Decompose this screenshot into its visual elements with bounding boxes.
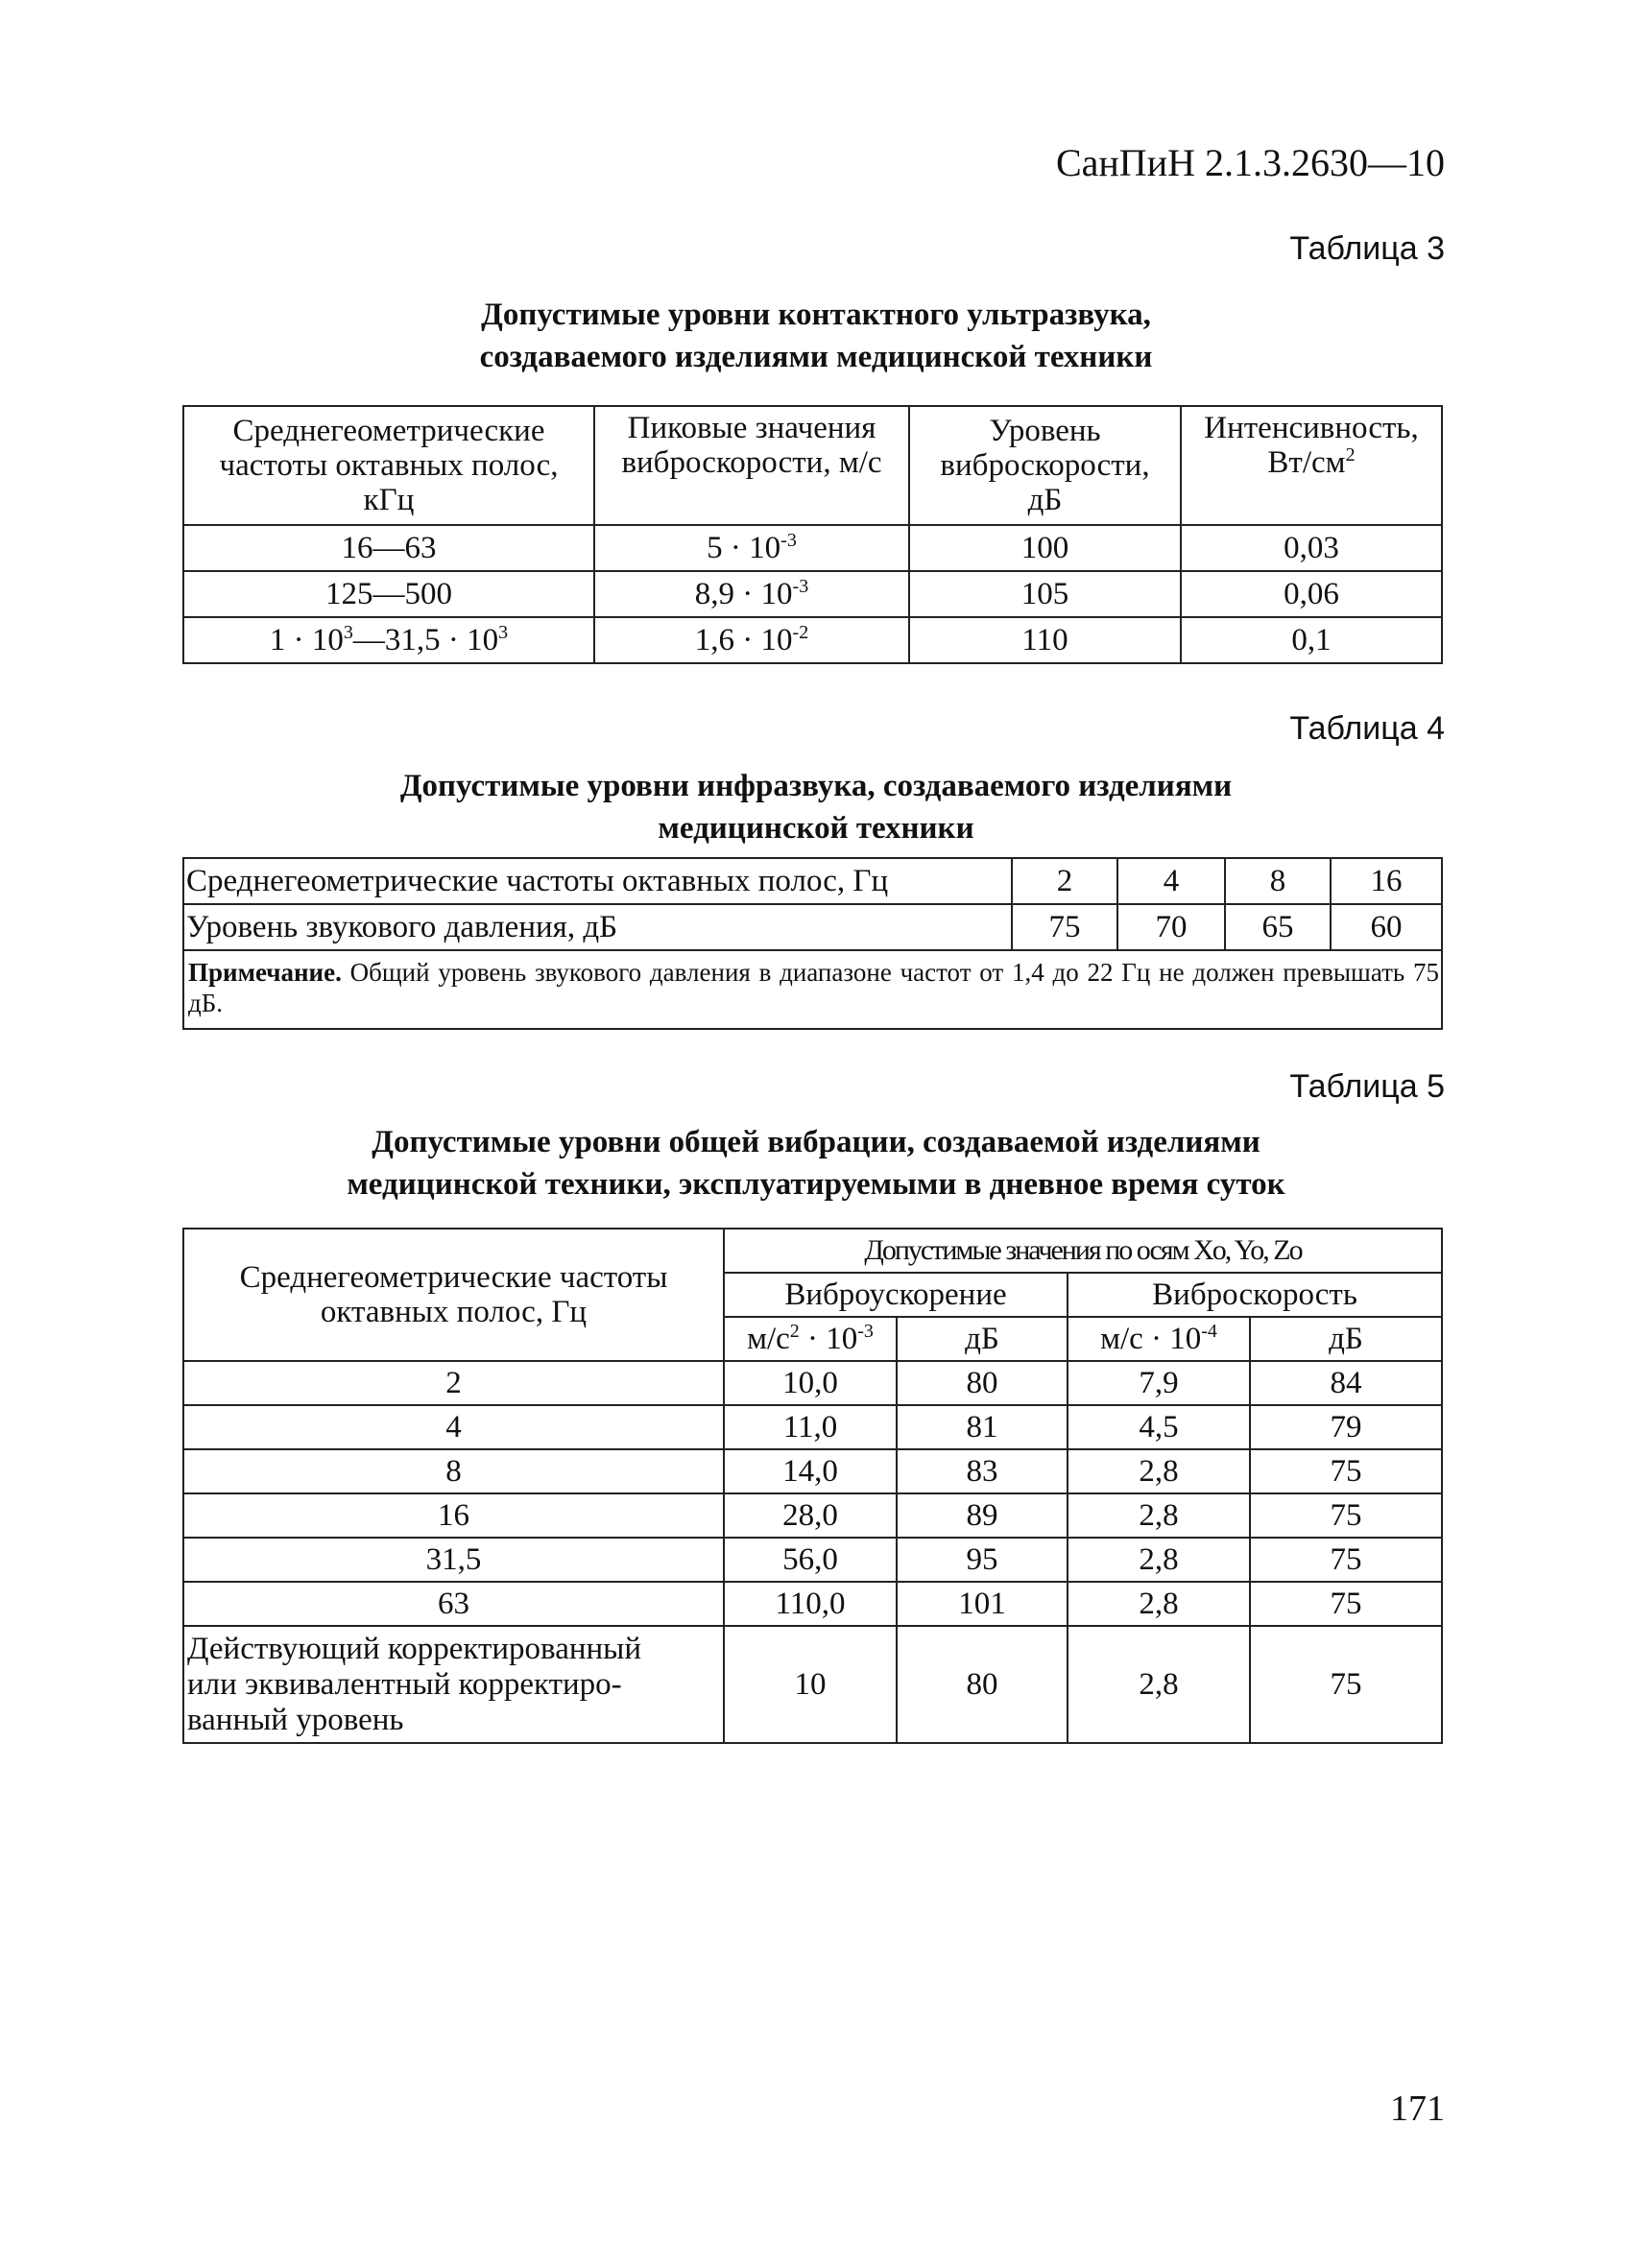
table3-number: Таблица 3 bbox=[1289, 230, 1445, 267]
table-row: 125—500 $8,9 \cdot 10^{-3}$ 105 0,06 bbox=[183, 571, 1442, 617]
table3-col-frequency: Среднегеометрические частоты октавных полос, кГц bbox=[183, 406, 594, 525]
table-row: 31,5 56,0 95 2,8 75 bbox=[183, 1538, 1442, 1582]
table-row: 16 28,0 89 2,8 75 bbox=[183, 1493, 1442, 1538]
table5-col-frequency: Среднегеометрические частоты октавных полос, Гц bbox=[183, 1229, 724, 1361]
table-row: Уровень звукового давления, дБ 75 70 65 60 bbox=[183, 904, 1442, 950]
table5-summary-row: Действующий корректированный или эквивалентный корректиро- ванный уровень 10 80 2,8 75 bbox=[183, 1626, 1442, 1743]
table5-number: Таблица 5 bbox=[1289, 1068, 1445, 1105]
table5-group-header: Допустимые значения по осям Xo, Yo, Zo bbox=[724, 1229, 1442, 1273]
table-row: $1 \cdot 10^3—31,5 \cdot 10^3$ $1,6 \cdot 10^{-2}$ 110 0,1 bbox=[183, 617, 1442, 663]
table-row: Среднегеометрические частоты октавных полос, Гц 2 4 8 16 bbox=[183, 858, 1442, 904]
table5-header-row-3: $м/с^2 \cdot 10^{-3}$ дБ $м/с \cdot 10^{-4}$ дБ bbox=[183, 1317, 1442, 1361]
table3-col-velocity-level: Уровень виброскорости, дБ bbox=[909, 406, 1181, 525]
table-row: 2 10,0 80 7,9 84 bbox=[183, 1361, 1442, 1405]
table4-title: Допустимые уровни инфразвука, создаваемого изделиями медицинской техники bbox=[399, 769, 1233, 846]
table3 bbox=[182, 405, 1443, 664]
table-row: 63 110,0 101 2,8 75 bbox=[183, 1582, 1442, 1626]
table5 bbox=[182, 1228, 1443, 1744]
document-code: СанПиН 2.1.3.2630—10 bbox=[1055, 141, 1445, 184]
table5-col-acceleration: Виброускорение bbox=[724, 1273, 1068, 1317]
table5-header-row-1 bbox=[183, 1229, 1442, 1273]
table3-col-peak-velocity: Пиковые значения виброскорости, м/с bbox=[594, 406, 909, 525]
table3-title: Допустимые уровни контактного ультразвука, создаваемого изделиями медицинской техники bbox=[479, 298, 1153, 374]
table-row: 8 14,0 83 2,8 75 bbox=[183, 1449, 1442, 1493]
table4-note-row bbox=[183, 950, 1442, 1029]
table-row: 4 11,0 81 4,5 79 bbox=[183, 1405, 1442, 1449]
table4-note: Примечание. Общий уровень звукового давления в диапазоне частот от 1,4 до 22 Гц не должен превышать 75 дБ. bbox=[183, 950, 1442, 1029]
table-row: 16—63 $5 \cdot 10^{-3}$ 100 0,03 bbox=[183, 525, 1442, 571]
table3-col-intensity: Интенсивность, $Вт/см^2$ bbox=[1181, 406, 1442, 525]
table4 bbox=[182, 857, 1443, 1030]
table3-header-row bbox=[183, 406, 1442, 525]
table4-number: Таблица 4 bbox=[1289, 710, 1445, 747]
table5-col-velocity: Виброскорость bbox=[1068, 1273, 1442, 1317]
page-number: 171 bbox=[1390, 2089, 1445, 2129]
table5-title: Допустимые уровни общей вибрации, создаваемой изделиями медицинской техники, эксплуатируемыми в дневное время суток bbox=[347, 1125, 1285, 1202]
